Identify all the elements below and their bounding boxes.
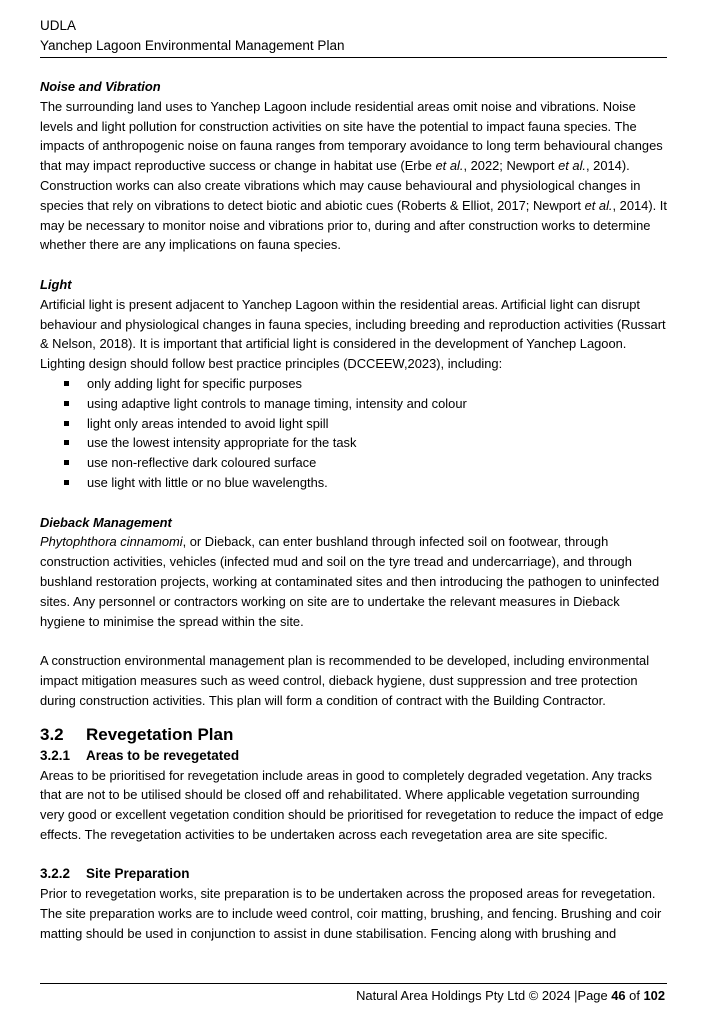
list-item: use the lowest intensity appropriate for the task	[40, 433, 667, 453]
footer-page-number: 46	[611, 988, 626, 1003]
site-prep-paragraph: Prior to revegetation works, site preparation is to be undertaken across the proposed areas for revegetation. The site preparation works are to include weed control, coir matting, brushing, and fencing. Brushing and coir matting should be used in conjunction to assist in dune stabilisation. Fencing along with brushing and	[40, 886, 662, 942]
noise-etal-1: et al.	[435, 158, 464, 174]
section-number: 3.2	[40, 724, 64, 744]
section-title: Revegetation Plan	[86, 724, 234, 744]
light-heading: Light	[40, 276, 72, 292]
footer-total-pages: 102	[643, 988, 665, 1003]
list-item: using adaptive light controls to manage timing, intensity and colour	[40, 394, 667, 414]
noise-text-4: , 2014). It may be necessary to monitor noise and vibrations prior to, during and after construction works to determine whether there are any implications on fauna species.	[40, 197, 667, 253]
dieback-species: Phytophthora cinnamomi	[40, 534, 183, 550]
noise-text-3: , 2014). Construction works can also create vibrations which may cause behavioural and physiological changes in species that rely on vibrations to detect biotic and abiotic cues (Roberts & Elliot, 2017; Newport	[40, 158, 641, 213]
noise-text-2: , 2022; Newport	[463, 158, 559, 174]
list-item: light only areas intended to avoid light spill	[40, 414, 667, 434]
footer-company: Natural Area Holdings Pty Ltd © 2024	[356, 988, 571, 1003]
light-paragraph: Artificial light is present adjacent to Yanchep Lagoon within the residential areas. Artificial light can disrupt behaviour and physiological changes in fauna species, including breeding and reproduction activities (Russart & Nelson, 2018). It is important that artificial light is considered in the development of Yanchep Lagoon. Lighting design should follow best practice principles (DCCEEW,2023), including:	[40, 296, 666, 372]
dieback-text: , or Dieback, can enter bushland through infected soil on footwear, through construction activities, vehicles (infected mud and soil on the tyre tread and undercarriage), and through bushland restoration projects, working at contaminated sites and then introducing the pathogen to uninfected sites. Any personnel or contractors working on site are to undertake the relevant measures in Dieback hygiene to minimise the spread within the site.	[40, 534, 660, 629]
page-header	[40, 16, 667, 56]
light-bullet-list	[40, 374, 667, 493]
section-3-2-1-heading	[40, 746, 667, 766]
section-number: 3.2.1	[40, 747, 71, 763]
cemp-paragraph: A construction environmental management plan is recommended to be developed, including environmental impact mitigation measures such as weed control, dieback hygiene, dust suppression and tree protection during construction activities. This plan will form a condition of contract with the Building Contractor.	[40, 653, 650, 708]
list-item: only adding light for specific purposes	[40, 374, 667, 394]
header-org: UDLA	[40, 18, 77, 33]
noise-text-1: The surrounding land uses to Yanchep Lagoon include residential areas omit noise and vibrations. Noise levels and light pollution for construction activities on site have the potential to impact fauna species. The impacts of anthropogenic noise on fauna ranges from temporary avoidance to long term behavioural changes that may impact reproductive success or change in habitat use (Erbe	[40, 98, 663, 174]
dieback-paragraph	[40, 532, 667, 631]
section-title: Site Preparation	[86, 866, 190, 882]
page-footer	[356, 987, 665, 1005]
list-item: use non-reflective dark coloured surface	[40, 453, 667, 473]
header-title: Yanchep Lagoon Environmental Management Plan	[40, 38, 345, 53]
section-3-2-heading	[40, 723, 667, 746]
noise-paragraph	[40, 97, 667, 255]
footer-page-label: |Page	[574, 988, 612, 1003]
section-3-2-2-heading	[40, 864, 667, 884]
page-body	[40, 77, 667, 944]
section-number: 3.2.2	[40, 866, 71, 882]
footer-of-label: of	[625, 988, 644, 1003]
header-divider	[40, 57, 667, 58]
noise-etal-2: et al.	[558, 158, 587, 174]
dieback-heading: Dieback Management	[40, 514, 172, 530]
noise-etal-3: et al.	[584, 197, 613, 213]
footer-divider	[40, 983, 667, 984]
list-item: use light with little or no blue wavelengths.	[40, 473, 667, 493]
section-title: Areas to be revegetated	[86, 747, 240, 763]
areas-paragraph: Areas to be prioritised for revegetation include areas in good to completely degraded vegetation. Any tracks that are not to be utilised should be closed off and rehabilitated. Where applicable vegetation surrounding very good or excellent vegetation condition should be prioritised for revegetation to reduce the impact of edge effects. The revegetation activities to be undertaken across each revegetation area are site specific.	[40, 767, 664, 842]
noise-heading: Noise and Vibration	[40, 79, 161, 94]
